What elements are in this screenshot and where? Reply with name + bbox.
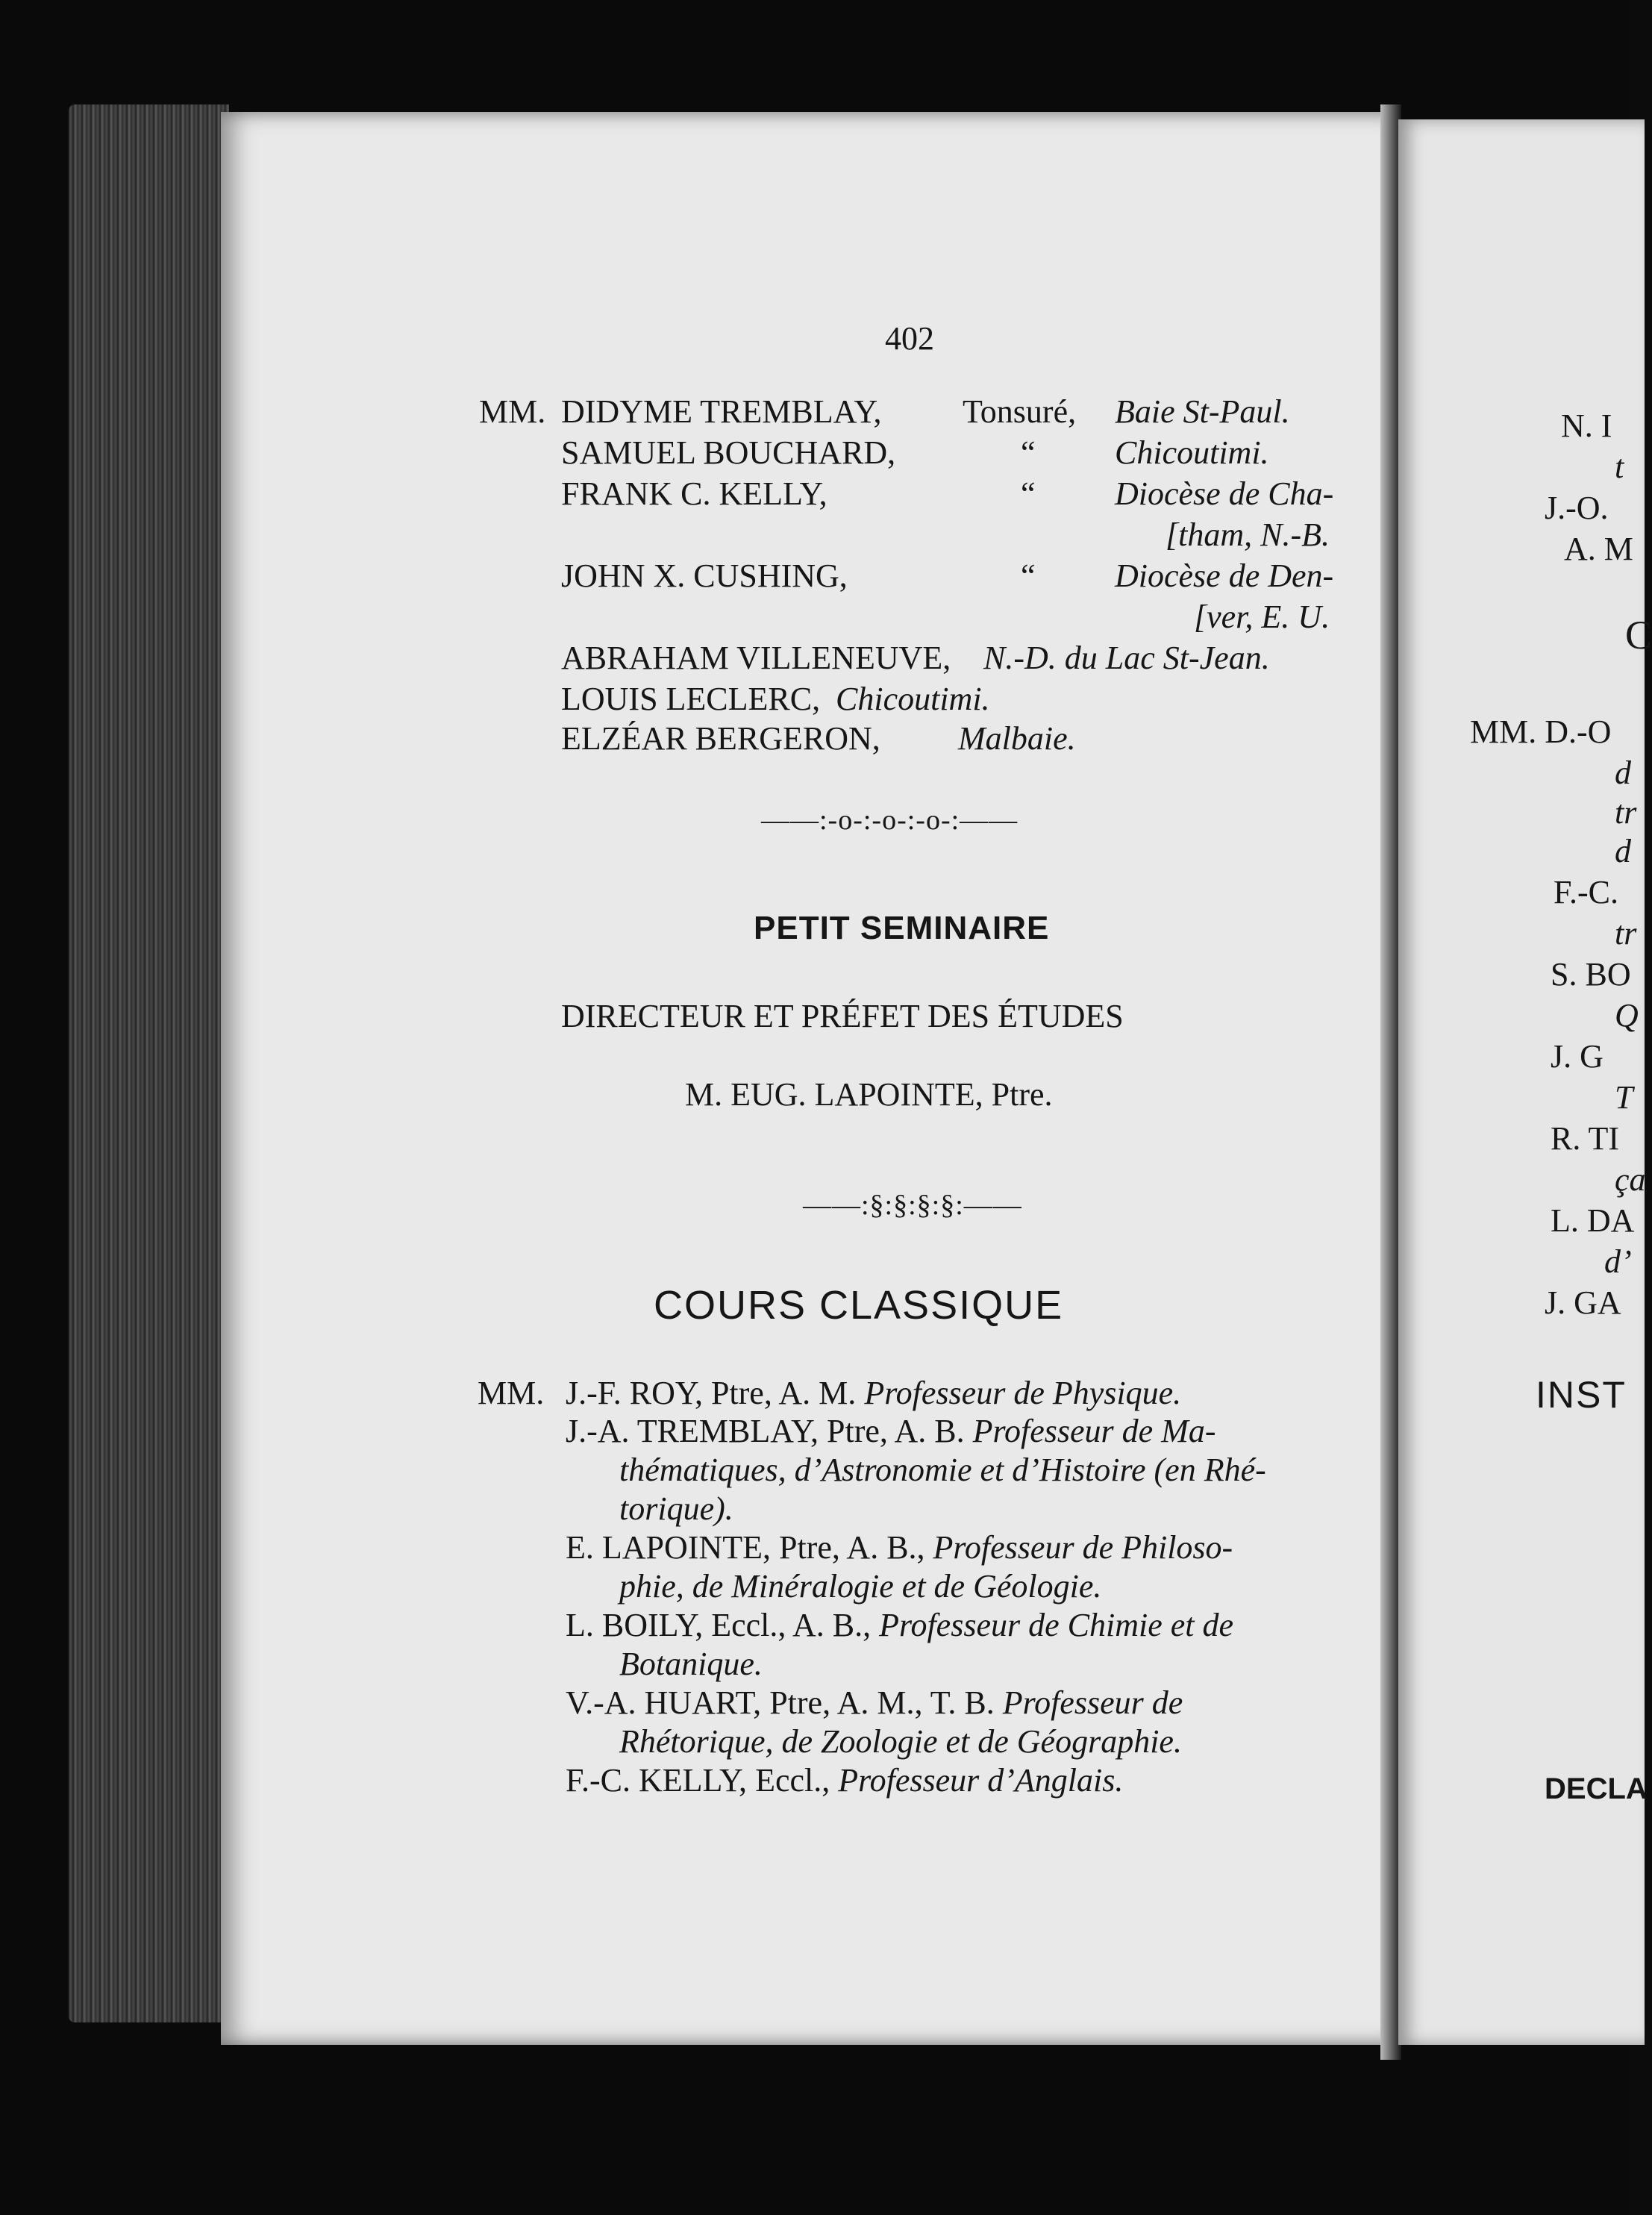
- right-fragment: t: [1615, 449, 1624, 485]
- professor-entry: L. BOILY, Eccl., A. B., Professeur de Chimie et de: [566, 1607, 1234, 1643]
- book-page-edges: [69, 104, 229, 2022]
- cours-title: COURS CLASSIQUE: [654, 1283, 1064, 1328]
- right-fragment: Q: [1615, 997, 1639, 1034]
- student-name: JOHN X. CUSHING,: [561, 557, 848, 594]
- professor-entry: V.-A. HUART, Ptre, A. M., T. B. Professeur de: [566, 1684, 1183, 1721]
- student-name: ABRAHAM VILLENEUVE,: [561, 640, 951, 676]
- page-number: 402: [885, 320, 934, 357]
- right-fragment: d: [1615, 755, 1631, 791]
- right-fragment: d’: [1604, 1243, 1632, 1280]
- section-divider: ——:§:§:§:§:——: [803, 1190, 1022, 1221]
- right-fragment: C: [1625, 613, 1652, 657]
- right-fragment: J.-O.: [1545, 490, 1609, 526]
- student-status: “: [1021, 557, 1036, 594]
- professor-role-cont: Botanique.: [619, 1646, 763, 1682]
- professor-entry: J.-A. TREMBLAY, Ptre, A. B. Professeur de Ma-: [566, 1413, 1216, 1449]
- right-fragment: R. TI: [1551, 1120, 1620, 1157]
- director-heading: DIRECTEUR ET PRÉFET DES ÉTUDES: [561, 998, 1124, 1034]
- right-fragment: d: [1615, 833, 1631, 869]
- right-fragment: L. DA: [1551, 1202, 1635, 1239]
- right-fragment: A. M: [1564, 531, 1633, 567]
- student-place-cont: [tham, N.-B.: [1166, 516, 1330, 553]
- student-status: “: [1021, 475, 1036, 512]
- director-name: M. EUG. LAPOINTE, Ptre.: [685, 1076, 1053, 1113]
- student-place: Chicoutimi.: [836, 681, 990, 717]
- professor-role-cont: torique).: [619, 1490, 733, 1527]
- right-heading-fragment: DECLA: [1545, 1772, 1648, 1805]
- student-place-cont: [ver, E. U.: [1194, 599, 1330, 635]
- right-fragment: F.-C.: [1554, 874, 1618, 910]
- student-name: DIDYME TREMBLAY,: [561, 393, 882, 430]
- professor-role-cont: Rhétorique, de Zoologie et de Géographie.: [619, 1723, 1182, 1760]
- right-fragment: S. BO: [1551, 956, 1631, 993]
- student-status: Tonsuré,: [963, 393, 1077, 430]
- student-place: Malbaie.: [958, 720, 1076, 757]
- professor-entry: J.-F. ROY, Ptre, A. M. Professeur de Physique.: [566, 1375, 1182, 1411]
- students-prefix: MM.: [479, 393, 546, 430]
- professor-entry: F.-C. KELLY, Eccl., Professeur d’Anglais.: [566, 1762, 1124, 1799]
- right-fragment: tr: [1615, 915, 1637, 952]
- right-fragment: tr: [1615, 794, 1637, 831]
- student-place: Baie St-Paul.: [1115, 393, 1290, 430]
- student-place: Diocèse de Den-: [1115, 557, 1334, 594]
- right-page: [1398, 119, 1652, 2045]
- professor-entry: E. LAPOINTE, Ptre, A. B., Professeur de Philoso-: [566, 1529, 1233, 1566]
- student-place: Diocèse de Cha-: [1115, 475, 1334, 512]
- professor-role-cont: phie, de Minéralogie et de Géologie.: [619, 1568, 1102, 1605]
- section-divider: ——:-o-:-o-:-o-:——: [761, 805, 1019, 836]
- right-fragment: T: [1615, 1079, 1633, 1116]
- right-fragment: MM. D.-O: [1470, 713, 1612, 750]
- student-name: LOUIS LECLERC,: [561, 681, 821, 717]
- student-status: “: [1021, 434, 1036, 471]
- student-place: N.-D. du Lac St-Jean.: [983, 640, 1270, 676]
- section-title: PETIT SEMINAIRE: [754, 910, 1050, 946]
- professor-role-cont: thématiques, d’Astronomie et d’Histoire (en Rhé-: [619, 1452, 1266, 1488]
- right-fragment: ça: [1615, 1161, 1646, 1198]
- student-place: Chicoutimi.: [1115, 434, 1269, 471]
- right-fragment: J. G: [1551, 1038, 1603, 1075]
- right-fragment: J. GA: [1545, 1284, 1621, 1321]
- right-fragment: N. I: [1561, 407, 1612, 444]
- right-heading-fragment: INST: [1536, 1374, 1627, 1416]
- student-name: FRANK C. KELLY,: [561, 475, 827, 512]
- student-name: ELZÉAR BERGERON,: [561, 720, 880, 757]
- student-name: SAMUEL BOUCHARD,: [561, 434, 896, 471]
- cours-prefix: MM.: [478, 1375, 545, 1411]
